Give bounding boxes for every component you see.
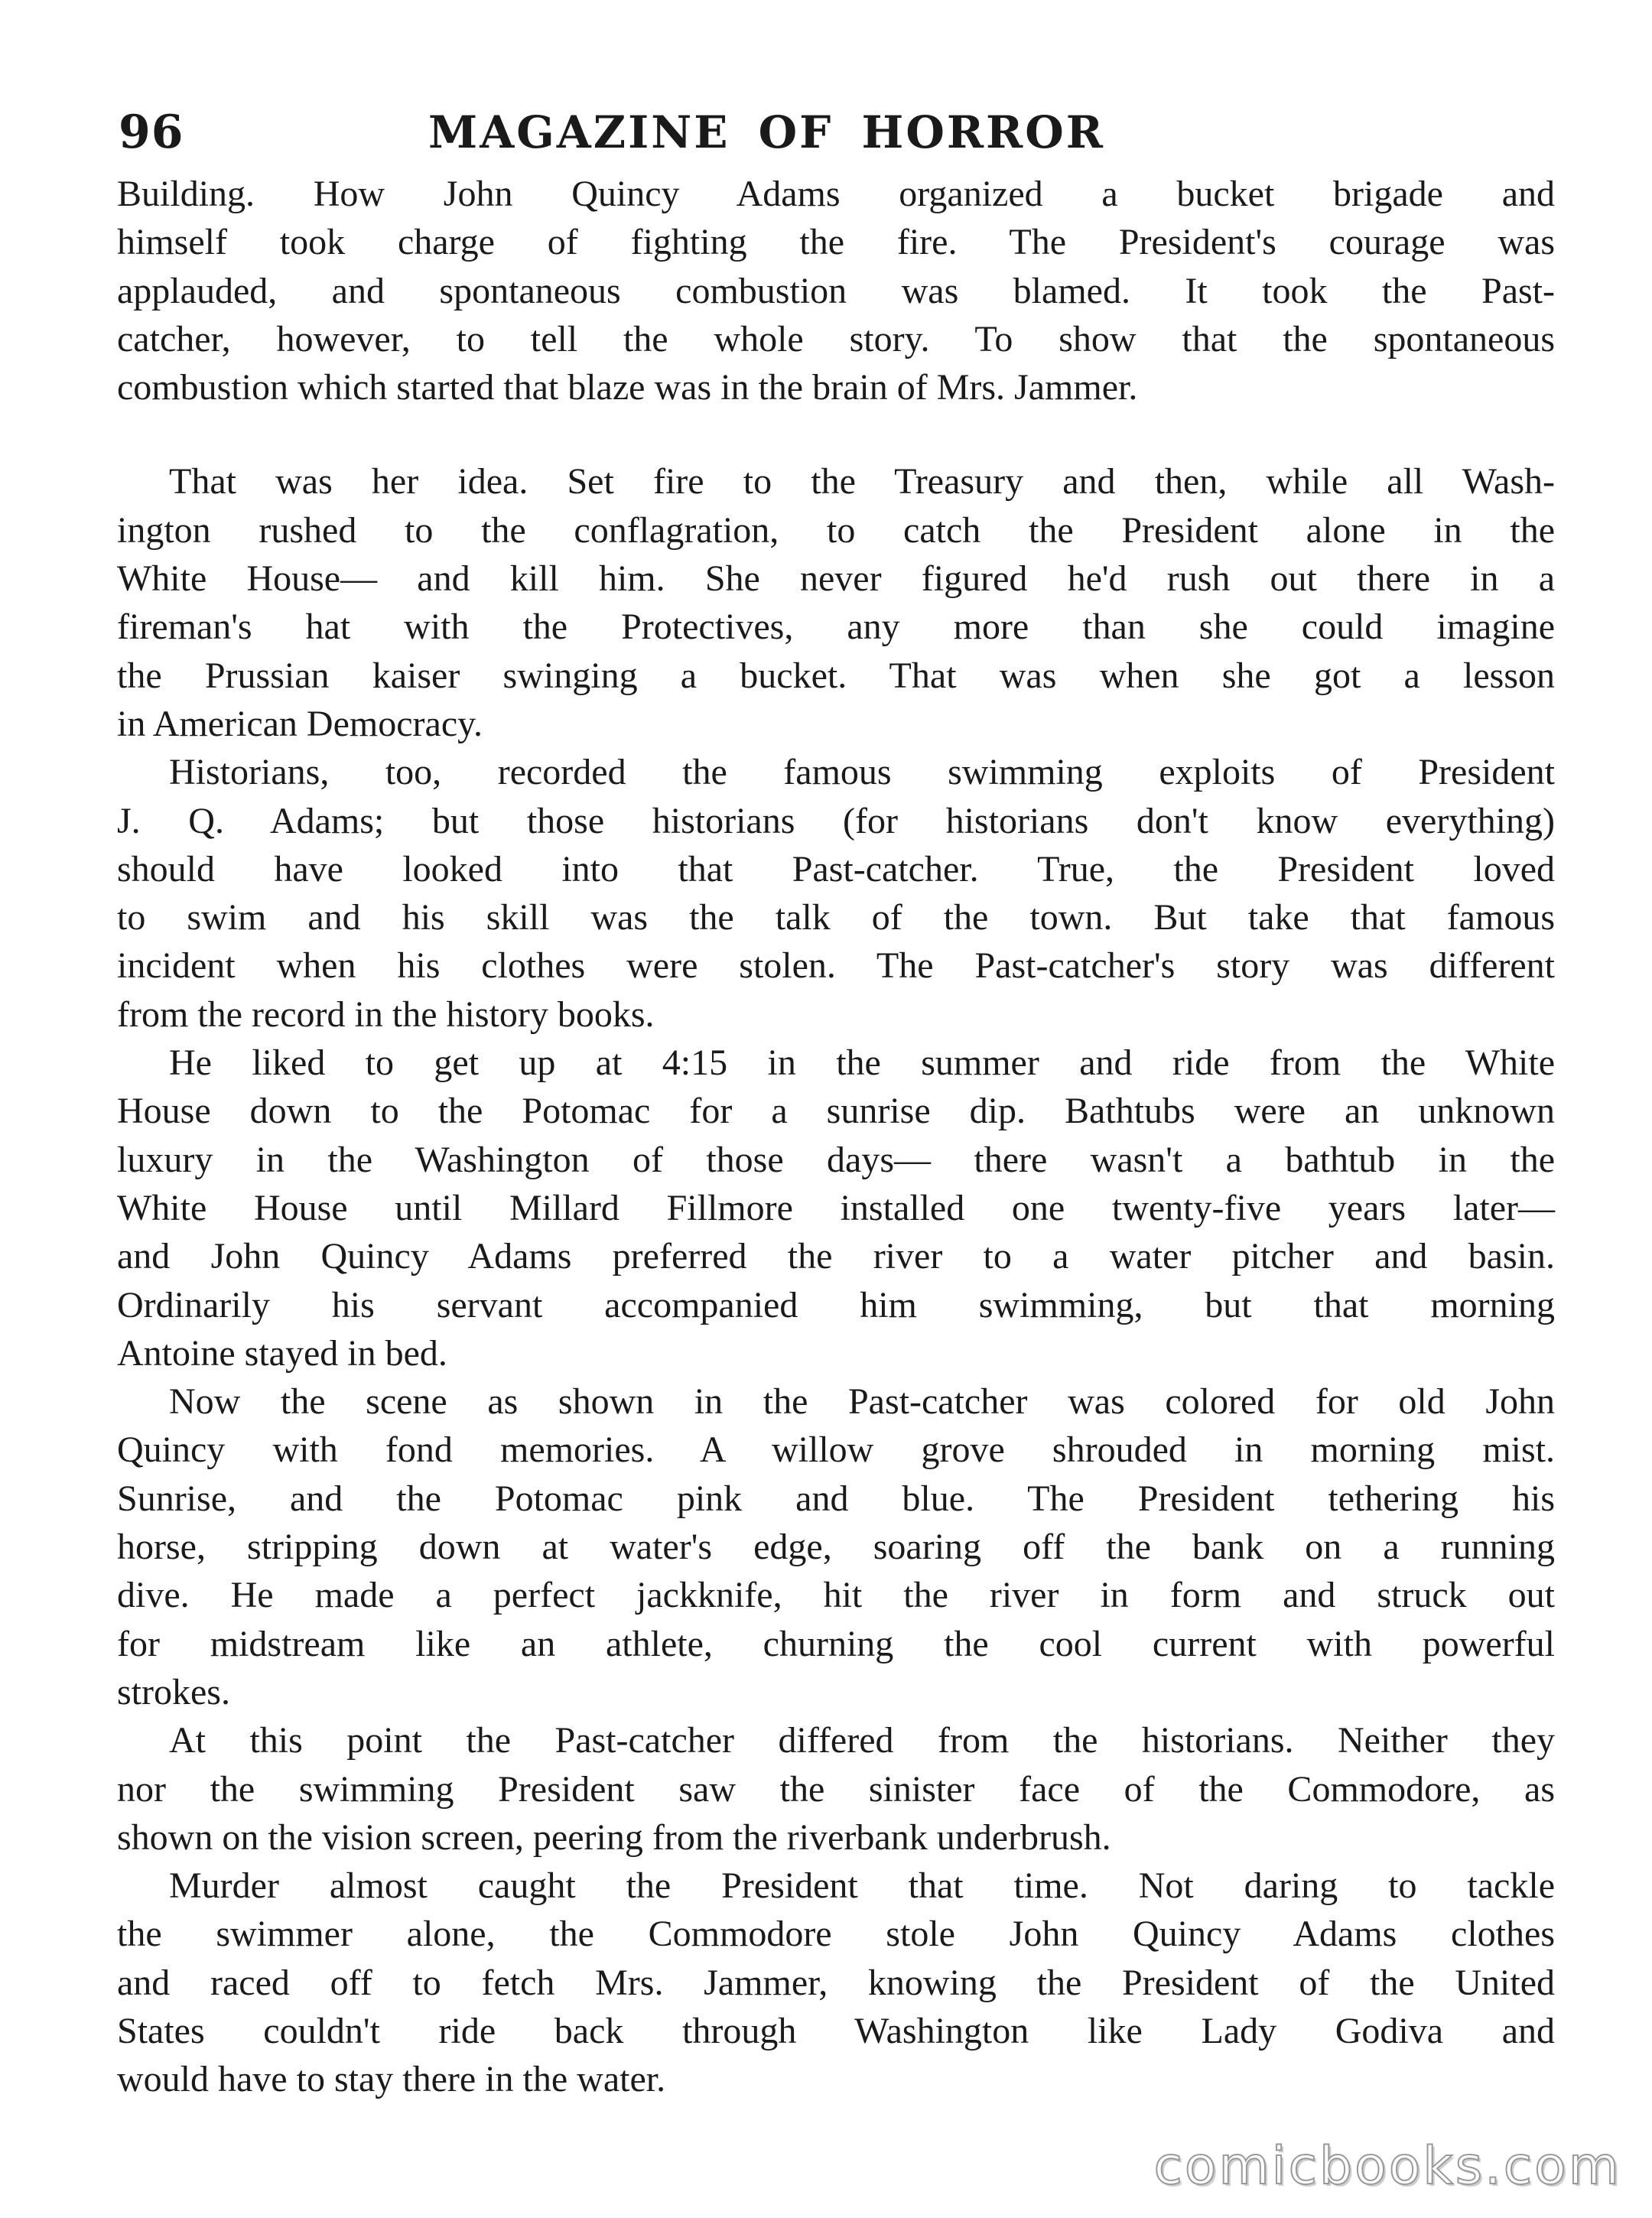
text-line: That was her idea. Set fire to the Treasury and then, while all Wash- bbox=[169, 461, 1555, 502]
paragraph-gap bbox=[117, 411, 1555, 457]
text-line: nor the swimming President saw the sinister face of the Commodore, as bbox=[117, 1768, 1555, 1810]
text-line: Historians, too, recorded the famous swimming exploits of President bbox=[169, 752, 1555, 793]
paragraph bbox=[117, 748, 1555, 1039]
text-line: ington rushed to the conflagration, to catch the President alone in the bbox=[117, 509, 1555, 551]
watermark-logo: comicbooks.com bbox=[1153, 2136, 1621, 2197]
paragraph bbox=[117, 170, 1555, 411]
running-title: MAGAZINE OF HORROR bbox=[428, 106, 1105, 158]
text-line: the swimmer alone, the Commodore stole John Quincy Adams clothes bbox=[117, 1914, 1555, 1955]
text-line: fireman's hat with the Protectives, any more than she could imagine bbox=[117, 607, 1555, 648]
page-header bbox=[119, 98, 1572, 167]
text-line: incident when his clothes were stolen. The Past-catcher's story was different bbox=[117, 945, 1555, 987]
story-text bbox=[117, 170, 1555, 2104]
paragraph bbox=[117, 1039, 1555, 1377]
text-line: combustion which started that blaze was in the brain of Mrs. Jammer. bbox=[117, 367, 1138, 408]
text-line: White House until Millard Fillmore installed one twenty-five years later— bbox=[117, 1187, 1555, 1228]
text-line: horse, stripping down at water's edge, soaring off the bank on a running bbox=[117, 1527, 1555, 1568]
text-line: catcher, however, to tell the whole story. To show that the spontaneous bbox=[117, 318, 1555, 359]
text-line: shown on the vision screen, peering from the riverbank underbrush. bbox=[117, 1816, 1111, 1858]
text-line: White House— and kill him. She never figured he'd rush out there in a bbox=[117, 558, 1555, 600]
text-line: the Prussian kaiser swinging a bucket. That was when she got a lesson bbox=[117, 655, 1555, 696]
text-line: for midstream like an athlete, churning the cool current with powerful bbox=[117, 1623, 1555, 1664]
text-line: House down to the Potomac for a sunrise dip. Bathtubs were an unknown bbox=[117, 1091, 1555, 1132]
paragraph bbox=[117, 1377, 1555, 1716]
text-line: Building. How John Quincy Adams organized a bucket brigade and bbox=[117, 174, 1555, 214]
text-line: in American Democracy. bbox=[117, 703, 483, 744]
text-line: Ordinarily his servant accompanied him swimming, but that morning bbox=[117, 1284, 1555, 1325]
text-line: Quincy with fond memories. A willow grove shrouded in morning mist. bbox=[117, 1429, 1555, 1471]
paragraph bbox=[117, 1862, 1555, 2103]
text-line: J. Q. Adams; but those historians (for historians don't know everything) bbox=[117, 800, 1555, 841]
text-line: States couldn't ride back through Washington like Lady Godiva and bbox=[117, 2010, 1555, 2051]
text-line: Now the scene as shown in the Past-catcher was colored for old John bbox=[169, 1381, 1555, 1423]
text-line: and raced off to fetch Mrs. Jammer, knowing the President of the United bbox=[117, 1962, 1555, 2003]
text-line: Murder almost caught the President that time. Not daring to tackle bbox=[169, 1865, 1555, 1907]
page-number: 96 bbox=[119, 106, 184, 159]
text-line: He liked to get up at 4:15 in the summer and ride from the White bbox=[169, 1042, 1555, 1084]
text-line: At this point the Past-catcher differed from the historians. Neither they bbox=[169, 1720, 1555, 1761]
text-line: applauded, and spontaneous combustion was blamed. It took the Past- bbox=[117, 270, 1555, 311]
text-line: luxury in the Washington of those days— there wasn't a bathtub in the bbox=[117, 1139, 1555, 1180]
paragraph bbox=[117, 1716, 1555, 1862]
text-line: to swim and his skill was the talk of the town. But take that famous bbox=[117, 897, 1555, 938]
text-line: and John Quincy Adams preferred the river to a water pitcher and basin. bbox=[117, 1236, 1555, 1277]
text-line: would have to stay there in the water. bbox=[117, 2059, 666, 2100]
text-line: from the record in the history books. bbox=[117, 994, 655, 1035]
text-line: Sunrise, and the Potomac pink and blue. The President tethering his bbox=[117, 1478, 1555, 1519]
paragraph bbox=[117, 457, 1555, 748]
text-line: should have looked into that Past-catcher. True, the President loved bbox=[117, 848, 1555, 889]
text-line: himself took charge of fighting the fire. The President's courage was bbox=[117, 222, 1555, 263]
text-line: strokes. bbox=[117, 1671, 230, 1712]
text-line: dive. He made a perfect jackknife, hit the river in form and struck out bbox=[117, 1575, 1555, 1616]
text-line: Antoine stayed in bed. bbox=[117, 1332, 447, 1374]
